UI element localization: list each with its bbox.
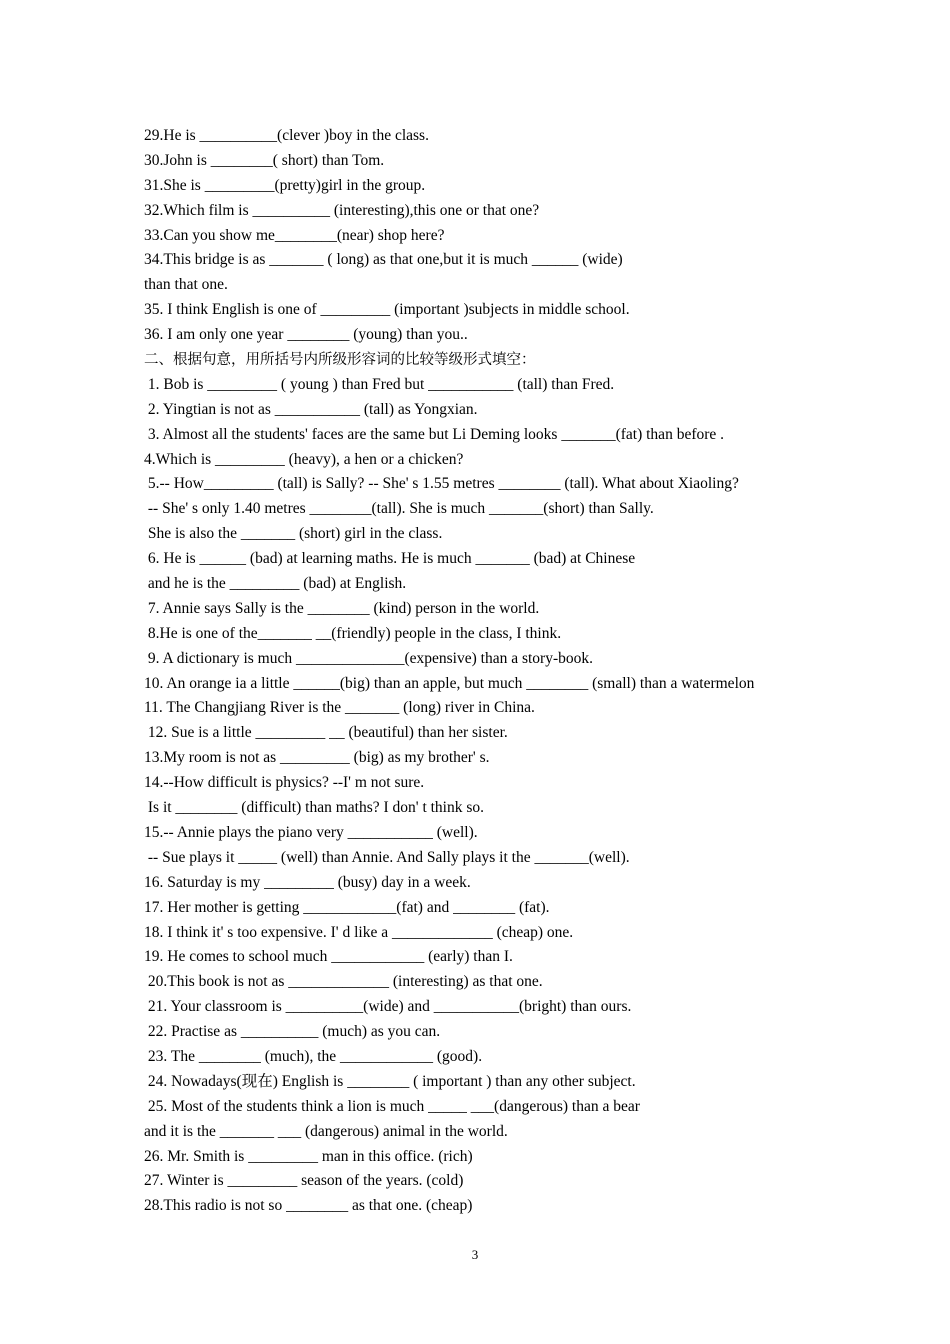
exercise-line: 8.He is one of the_______ __(friendly) people in the class, I think. <box>144 624 562 642</box>
exercise-line: and it is the _______ ___ (dangerous) animal in the world. <box>144 1122 508 1140</box>
exercise-line: 36. I am only one year ________ (young) than you.. <box>144 326 468 344</box>
exercise-line: 34.This bridge is as _______ ( long) as that one,but it is much ______ (wide) <box>144 251 623 269</box>
exercise-line: than that one. <box>144 276 228 294</box>
exercise-line: 14.--How difficult is physics? --I' m not sure. <box>144 774 425 792</box>
exercise-line: 32.Which film is __________ (interesting),this one or that one? <box>144 201 540 219</box>
exercise-line: 2. Yingtian is not as ___________ (tall) as Yongxian. <box>144 400 478 418</box>
exercise-line: 10. An orange ia a little ______(big) than an apple, but much ________ (small) than a watermelon <box>144 674 755 692</box>
exercise-line: 7. Annie says Sally is the ________ (kind) person in the world. <box>144 599 540 617</box>
exercise-line: 16. Saturday is my _________ (busy) day in a week. <box>144 873 471 891</box>
exercise-line: 19. He comes to school much ____________ (early) than I. <box>144 948 513 966</box>
exercise-line: 28.This radio is not so ________ as that one. (cheap) <box>144 1197 473 1215</box>
exercise-line: 25. Most of the students think a lion is much _____ ___(dangerous) than a bear <box>144 1097 640 1115</box>
exercise-line: 5.-- How_________ (tall) is Sally? -- She' s 1.55 metres ________ (tall). What about Xiaoling? <box>144 475 739 493</box>
exercise-line: -- Sue plays it _____ (well) than Annie. And Sally plays it the _______(well). <box>144 848 630 866</box>
exercise-line: 35. I think English is one of _________ (important )subjects in middle school. <box>144 301 630 319</box>
exercise-line: 26. Mr. Smith is _________ man in this office. (rich) <box>144 1147 473 1165</box>
exercise-line: 20.This book is not as _____________ (interesting) as that one. <box>144 973 543 991</box>
exercise-line: 22. Practise as __________ (much) as you can. <box>144 1023 441 1041</box>
exercise-line: 21. Your classroom is __________(wide) and ___________(bright) than ours. <box>144 998 632 1016</box>
exercise-line: 11. The Changjiang River is the _______ (long) river in China. <box>144 699 535 717</box>
page-number: 3 <box>471 1247 479 1262</box>
exercise-line: 23. The ________ (much), the ____________ (good). <box>144 1047 483 1065</box>
exercise-line: -- She' s only 1.40 metres ________(tall). She is much _______(short) than Sally. <box>144 500 654 518</box>
exercise-line: 6. He is ______ (bad) at learning maths. He is much _______ (bad) at Chinese <box>144 550 636 568</box>
exercise-line: She is also the _______ (short) girl in the class. <box>144 525 443 543</box>
exercise-line: 3. Almost all the students' faces are the same but Li Deming looks _______(fat) than before . <box>144 425 725 443</box>
exercise-line: 12. Sue is a little _________ __ (beautiful) than her sister. <box>144 724 508 742</box>
exercise-line: 27. Winter is _________ season of the years. (cold) <box>144 1172 464 1190</box>
exercise-line: and he is the _________ (bad) at English. <box>144 575 407 593</box>
section-heading: 二、根据句意，用所括号内所级形容词的比较等级形式填空： <box>144 352 536 369</box>
exercise-line: 4.Which is _________ (heavy), a hen or a chicken? <box>144 450 464 468</box>
exercise-line: 1. Bob is _________ ( young ) than Fred but ___________ (tall) than Fred. <box>144 375 615 393</box>
exercise-line: 30.John is ________( short) than Tom. <box>144 151 385 169</box>
exercise-line: 17. Her mother is getting ____________(fat) and ________ (fat). <box>144 898 550 916</box>
exercise-line: 31.She is _________(pretty)girl in the group. <box>144 176 426 194</box>
exercise-line: 33.Can you show me________(near) shop here? <box>144 226 445 244</box>
exercise-line: 24. Nowadays(现在) English is ________ ( important ) than any other subject. <box>144 1072 636 1090</box>
exercise-line: 18. I think it' s too expensive. I' d like a _____________ (cheap) one. <box>144 923 574 941</box>
exercise-line: Is it ________ (difficult) than maths? I don' t think so. <box>144 799 485 817</box>
exercise-line: 29.He is __________(clever )boy in the class. <box>144 127 429 144</box>
exercise-line: 13.My room is not as _________ (big) as my brother' s. <box>144 749 490 767</box>
exercise-line: 15.-- Annie plays the piano very ___________ (well). <box>144 823 478 841</box>
exercise-list <box>144 124 824 1219</box>
exercise-line: 9. A dictionary is much ______________(expensive) than a story-book. <box>144 649 594 667</box>
